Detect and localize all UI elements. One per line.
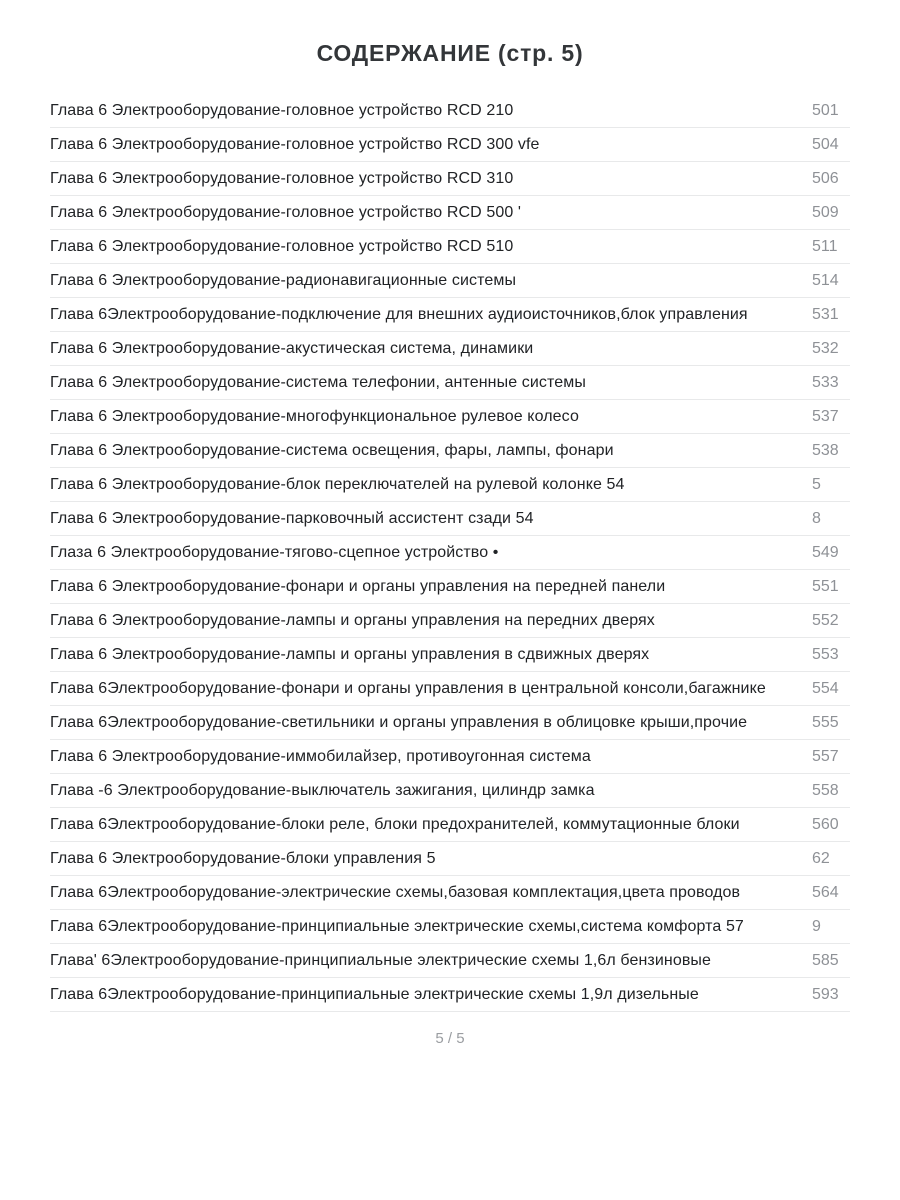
toc-entry-label: Глава 6Электрооборудование-фонари и органы управления в центральной консоли,багажнике — [50, 680, 766, 697]
toc-entry-page: 585 — [812, 952, 839, 969]
toc-row — [50, 944, 850, 978]
toc-entry-label: Глава -6 Электрооборудование-выключатель зажигания, цилиндр замка — [50, 782, 595, 799]
toc-row — [50, 876, 850, 910]
toc-row — [50, 94, 850, 128]
toc-row — [50, 162, 850, 196]
toc-entry-page: 504 — [812, 136, 839, 153]
toc-entry-page: 509 — [812, 204, 839, 221]
toc-entry-page: 564 — [812, 884, 839, 901]
toc-row — [50, 842, 850, 876]
toc-row — [50, 536, 850, 570]
toc-row — [50, 978, 850, 1012]
toc-entry-page: 560 — [812, 816, 839, 833]
toc-entry-page: 549 — [812, 544, 839, 561]
toc-row — [50, 298, 850, 332]
toc-row — [50, 740, 850, 774]
toc-entry-page: 555 — [812, 714, 839, 731]
toc-entry-page: 8 — [812, 510, 821, 527]
toc-row — [50, 128, 850, 162]
toc-entry-label: Глаза 6 Электрооборудование-тягово-сцепное устройство • — [50, 544, 499, 561]
toc-row — [50, 366, 850, 400]
toc-row — [50, 434, 850, 468]
toc-entry-page: 552 — [812, 612, 839, 629]
toc-row — [50, 910, 850, 944]
toc-entry-page: 533 — [812, 374, 839, 391]
toc-row — [50, 808, 850, 842]
toc-entry-label: Глава 6 Электрооборудование-головное устройство RCD 300 vfe — [50, 136, 540, 153]
toc-entry-label: Глава 6 Электрооборудование-лампы и органы управления в сдвижных дверях — [50, 646, 650, 663]
toc-entry-label: Глава 6 Электрооборудование-многофункциональное рулевое колесо — [50, 408, 579, 425]
toc-entry-page: 537 — [812, 408, 839, 425]
toc-entry-label: Глава 6 Электрооборудование-акустическая система, динамики — [50, 340, 534, 357]
toc-entry-label: Глава 6 Электрооборудование-система освещения, фары, лампы, фонари — [50, 442, 614, 459]
toc-entry-page: 511 — [812, 238, 838, 255]
toc-entry-page: 557 — [812, 748, 839, 765]
toc-entry-page: 538 — [812, 442, 839, 459]
toc-entry-label: Глава 6Электрооборудование-электрические схемы,базовая комплектация,цвета проводов — [50, 884, 741, 901]
toc-entry-page: 9 — [812, 918, 821, 935]
page-indicator: 5 / 5 — [435, 1030, 465, 1047]
toc-entry-label: Глава 6Электрооборудование-принципиальные электрические схемы 1,9л дизельные — [50, 986, 699, 1003]
toc-entry-page: 514 — [812, 272, 839, 289]
toc-row — [50, 672, 850, 706]
toc-entry-label: Глава' 6Электрооборудование-принципиальные электрические схемы 1,6л бензиновые — [50, 952, 712, 969]
toc-row — [50, 332, 850, 366]
toc-entry-label: Глава 6 Электрооборудование-иммобилайзер, противоугонная система — [50, 748, 591, 765]
toc-entry-label: Глава 6 Электрооборудование-радионавигационные системы — [50, 272, 517, 289]
toc-row — [50, 706, 850, 740]
toc-row — [50, 570, 850, 604]
toc-entry-label: Глава 6 Электрооборудование-головное устройство RCD 310 — [50, 170, 514, 187]
toc-entry-page: 551 — [812, 578, 839, 595]
toc-entry-page: 593 — [812, 986, 839, 1003]
toc-entry-page: 62 — [812, 850, 830, 867]
toc-entry-page: 506 — [812, 170, 839, 187]
toc-entry-label: Глава 6 Электрооборудование-система телефонии, антенные системы — [50, 374, 586, 391]
page-title: СОДЕРЖАНИЕ (стр. 5) — [316, 40, 584, 66]
toc-entry-page: 5 — [812, 476, 821, 493]
toc-entry-page: 531 — [812, 306, 839, 323]
toc-row — [50, 468, 850, 502]
toc-entry-label: Глава 6 Электрооборудование-головное устройство RCD 510 — [50, 238, 514, 255]
toc-entry-label: Глава 6 Электрооборудование-лампы и органы управления на передних дверях — [50, 612, 655, 629]
toc-entry-label: Глава 6 Электрооборудование-блок переключателей на рулевой колонке 54 — [50, 476, 625, 493]
toc-entry-label: Глава 6Электрооборудование-подключение для внешних аудиоисточников,блок управления — [50, 306, 748, 323]
toc-row — [50, 400, 850, 434]
toc-entry-page: 558 — [812, 782, 839, 799]
toc-entry-label: Глава 6Электрооборудование-блоки реле, блоки предохранителей, коммутационные блоки — [50, 816, 740, 833]
toc-entry-page: 553 — [812, 646, 839, 663]
toc-entry-label: Глава 6Электрооборудование-принципиальные электрические схемы,система комфорта 57 — [50, 918, 744, 935]
toc-row — [50, 774, 850, 808]
toc-row — [50, 604, 850, 638]
toc-entry-page: 554 — [812, 680, 839, 697]
toc-list — [50, 94, 850, 1012]
toc-row — [50, 638, 850, 672]
toc-entry-page: 501 — [812, 102, 839, 119]
toc-entry-label: Глава 6 Электрооборудование-головное устройство RCD 210 — [50, 102, 514, 119]
toc-row — [50, 264, 850, 298]
toc-entry-label: Глава 6Электрооборудование-светильники и органы управления в облицовке крыши,прочие — [50, 714, 748, 731]
toc-entry-label: Глава 6 Электрооборудование-головное устройство RCD 500 ' — [50, 204, 522, 221]
toc-row — [50, 502, 850, 536]
toc-entry-page: 532 — [812, 340, 839, 357]
toc-entry-label: Глава 6 Электрооборудование-фонари и органы управления на передней панели — [50, 578, 666, 595]
toc-row — [50, 196, 850, 230]
toc-entry-label: Глава 6 Электрооборудование-блоки управления 5 — [50, 850, 436, 867]
toc-entry-label: Глава 6 Электрооборудование-парковочный ассистент сзади 54 — [50, 510, 534, 527]
toc-row — [50, 230, 850, 264]
